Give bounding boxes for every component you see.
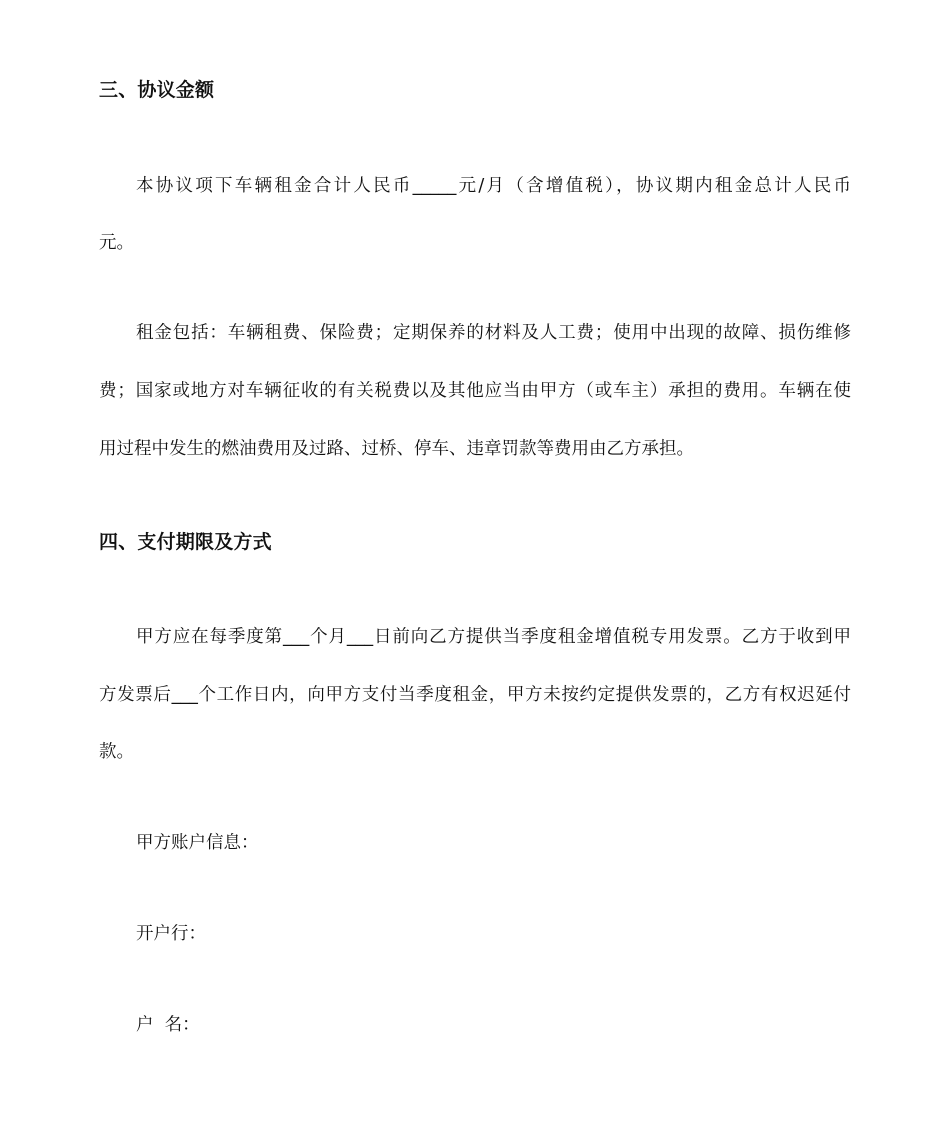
account-info-title: 甲方账户信息： [136, 833, 259, 853]
section-4-para-1-line-1: 甲方应在每季度第___个月___日前向乙方提供当季度租金增值税专用发票。乙方于收到甲 [136, 627, 851, 647]
section-4-para-1-line-3: 款。 [99, 742, 134, 762]
section-3-para-2-line-2: 费；国家或地方对车辆征收的有关税费以及其他应当由甲方（或车主）承担的费用。车辆在使 [99, 381, 851, 401]
section-3-para-1-line-2: 元。 [99, 233, 134, 253]
section-4-para-1-line-2: 方发票后___个工作日内，向甲方支付当季度租金，甲方未按约定提供发票的，乙方有权迟延付 [99, 685, 851, 705]
section-4-heading: 四、支付期限及方式 [99, 531, 272, 553]
bank-label: 开户行： [136, 924, 206, 944]
section-3-heading: 三、协议金额 [99, 79, 215, 101]
section-3-para-2-line-3: 用过程中发生的燃油费用及过路、过桥、停车、违章罚款等费用由乙方承担。 [99, 439, 694, 459]
account-name-label: 户 名： [136, 1015, 200, 1035]
section-3-para-2-line-1: 租金包括：车辆租费、保险费；定期保养的材料及人工费；使用中出现的故障、损伤维修 [136, 323, 851, 343]
section-3-para-1-line-1: 本协议项下车辆租金合计人民币_____元/月（含增值税），协议期内租金总计人民币 [136, 176, 851, 196]
